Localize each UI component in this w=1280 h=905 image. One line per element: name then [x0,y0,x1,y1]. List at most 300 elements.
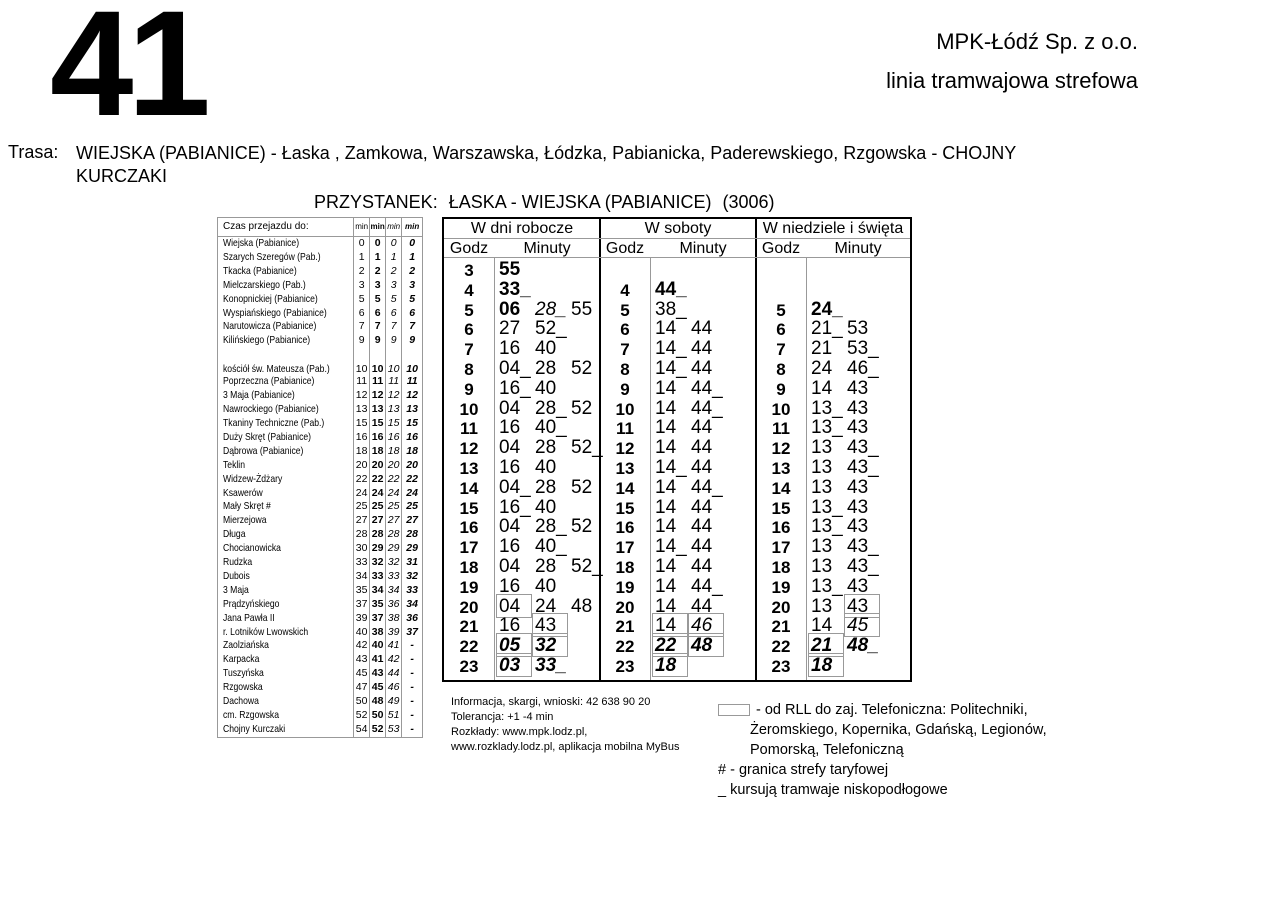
travel-row [218,307,423,321]
minutes-cell [499,398,607,420]
travel-time-cell: 5 [354,293,370,307]
travel-time-cell: 34 [386,584,402,598]
departure-minute: 14 [655,575,677,597]
travel-time-cell: 36 [406,611,418,624]
minutes-cell [811,378,883,400]
travel-time-cell: 32 [406,569,418,582]
day-type-header: W dni robocze [470,220,574,237]
travel-time-cell: 30 [354,542,370,556]
hour-cell: 13 [459,459,479,478]
hour-cell: 14 [771,478,791,498]
departure-minute-lowfloor: 14_ [655,358,687,379]
travel-time-cell: 10 [406,363,418,376]
departure-minute-lowfloor: 14_ [655,457,687,478]
travel-time-cell: 10 [354,348,370,375]
stop-name-cell: 3 Maja [218,584,354,598]
stop-name-cell: Dachowa [218,695,354,709]
departure-minute: 32 [535,635,571,657]
travel-time-cell: 3 [386,279,402,293]
travel-time-cell: 37 [354,598,370,612]
stop-name-cell: Konopnickiej (Pabianice) [218,293,354,307]
travel-time-cell: 5 [409,292,416,305]
travel-time-cell: 52 [370,723,386,737]
hour-cell: 23 [771,657,791,676]
departure-minute: 44 [691,496,713,518]
travel-time-table [217,217,423,738]
travel-time-cell: 16 [386,431,402,445]
stop-name-cell: Ksawerów [218,487,354,501]
departure-minute: 28 [535,476,557,498]
minutes-cell [811,318,883,340]
travel-time-cell: 12 [370,389,386,403]
departure-minute: 24 [535,595,557,617]
travel-row [218,417,423,431]
travel-time-cell: 5 [386,293,402,307]
legend-box-text-3: Pomorską, Telefoniczną [750,742,904,758]
travel-row [218,459,423,473]
departure-minute: 28 [535,556,557,577]
day-type-header: W soboty [644,220,712,237]
minutes-cell [499,259,535,281]
minutes-cell [655,536,727,558]
travel-time-cell: 24 [386,487,402,501]
travel-time-cell: 38 [370,626,386,640]
travel-time-cell: - [410,653,414,666]
travel-time-cell: 33 [386,570,402,584]
travel-time-cell: 48 [370,695,386,709]
travel-time-cell: 29 [386,542,402,556]
departure-minute: 14 [655,476,677,498]
departure-minute: 40 [535,575,557,597]
travel-time-cell: 1 [370,251,386,265]
travel-time-cell: 32 [370,556,386,570]
departure-minute-lowfloor: 13_ [811,575,843,597]
travel-time-cell: 51 [386,709,402,723]
departure-minute-lowfloor: 28_ [535,298,567,320]
travel-time-cell: 41 [370,653,386,667]
line-number: 41 [50,0,205,147]
info-block [451,695,679,755]
departure-minute: 14 [811,615,833,637]
departure-minute: 44 [691,595,713,617]
departure-minute-lowfloor: 43_ [847,457,879,478]
minutes-cell [811,477,883,499]
travel-time-cell: 39 [386,626,402,640]
travel-row [218,695,423,709]
travel-time-cell: 11 [370,375,386,389]
minutes-cell [811,417,883,439]
travel-time-cell: 44 [386,667,402,681]
departure-minute-lowfloor: 04_ [499,358,531,379]
hour-cell: 22 [771,637,791,657]
hour-cell: 5 [620,300,630,320]
travel-row [218,667,423,681]
hour-cell: 15 [615,498,635,518]
departure-minute-lowfloor: 43_ [847,536,879,558]
travel-time-cell: 9 [409,334,416,347]
stop-name-cell: Szarych Szeregów (Pab.) [218,251,354,265]
hour-cell: 16 [771,518,791,538]
minutes-cell [499,536,571,558]
travel-time-cell: 35 [370,598,386,612]
travel-time-cell: 2 [386,265,402,279]
minutes-cell [655,556,727,578]
departure-minute: 52 [571,397,593,419]
hour-cell: 18 [771,558,791,577]
travel-time-cell: 9 [370,334,386,348]
legend-box-text-2: Żeromskiego, Kopernika, Gdańską, Legionów, [750,722,1047,738]
travel-time-cell: 42 [386,653,402,667]
minutes-cell [655,318,727,340]
hour-divider [650,257,651,680]
legend-underscore: _ kursują tramwaje niskopodłogowe [718,782,948,798]
travel-time-cell: 27 [406,514,418,527]
minutes-cell [655,279,691,301]
travel-unit-label: min [354,218,370,237]
travel-header-row [218,218,423,237]
travel-time-cell: 24 [370,487,386,501]
departure-minute: 06 [499,298,521,320]
hour-cell: 11 [772,419,790,439]
travel-time-cell: 45 [354,667,370,681]
departure-minute-lowfloor: 04_ [499,476,531,498]
stop-name-cell: Wiejska (Pabianice) [218,237,354,251]
departure-minute: 45 [847,615,883,637]
departure-minute: 13 [811,556,833,577]
minutes-cell [655,457,727,479]
departure-minute: 44 [691,338,713,360]
stop-name-cell: Teklin [218,459,354,473]
departure-minute: 43 [847,596,883,618]
travel-time-cell: 38 [386,612,402,626]
info-apps: www.rozklady.lodz.pl, aplikacja mobilna MyBus [451,741,680,753]
stop-name-cell: 3 Maja (Pabianice) [218,389,354,403]
travel-row [218,334,423,348]
travel-time-cell: 1 [386,251,402,265]
departure-timetable [442,217,912,682]
departure-minute: 05 [499,635,535,657]
hour-cell: 22 [459,637,479,657]
day-type-header: W niedziele i święta [762,220,904,237]
departure-minute: 52 [571,476,593,498]
departure-minute: 28 [535,358,557,379]
travel-time-cell: 25 [370,500,386,514]
legend-box-text-1: - od RLL do zaj. Telefoniczna: Politechniki, [756,702,1028,718]
travel-time-cell: 28 [354,528,370,542]
stop-name-cell: Dubois [218,570,354,584]
hour-cell: 15 [771,498,791,518]
travel-time-cell: 9 [354,334,370,348]
hour-cell: 23 [459,657,479,676]
departure-minute: 43 [847,476,869,498]
departure-minute-lowfloor: 52_ [535,318,567,340]
travel-time-cell: 34 [406,597,418,610]
travel-time-cell: 16 [354,431,370,445]
travel-time-cell: 6 [370,307,386,321]
departure-minute-lowfloor: 13_ [811,496,843,518]
minutes-cell [499,457,571,479]
route-label: Trasa: [8,142,59,162]
departure-minute: 44 [691,437,713,459]
departure-minute: 16 [499,417,521,439]
departure-minute: 44 [691,318,713,340]
travel-time-cell: 18 [370,445,386,459]
departure-minute-lowfloor: 13_ [811,397,843,419]
departure-minute: 48 [571,595,593,617]
stop-name-cell: Kilińskiego (Pabianice) [218,334,354,348]
travel-time-cell: 50 [354,695,370,709]
departure-minute: 04 [499,437,521,459]
hour-cell: 4 [620,280,630,300]
stop-name-cell: Zaolziańska [218,639,354,653]
departure-minute-lowfloor: 44_ [691,575,723,597]
stop-name-cell: Chocianowicka [218,542,354,556]
stop-name-cell: Jana Pawła II [218,612,354,626]
travel-time-cell: - [410,639,414,652]
travel-time-cell: - [410,667,414,680]
travel-time-cell: 24 [354,487,370,501]
hour-column-header: Godz [605,240,645,257]
departure-minute: 14 [811,377,833,399]
minutes-cell [499,338,571,360]
minutes-cell [499,655,571,677]
departure-minute-lowfloor: 40_ [535,536,567,558]
hour-cell: 6 [620,320,630,340]
travel-row [218,626,423,640]
travel-row [218,237,423,251]
travel-time-cell: 33 [370,570,386,584]
travel-row [218,639,423,653]
travel-row [218,403,423,417]
departure-minute: 24 [811,358,833,379]
minutes-cell [811,338,883,360]
travel-time-cell: 29 [406,542,418,555]
departure-minute: 04 [499,516,521,538]
travel-time-cell: 3 [409,278,416,291]
stop-name-cell: cm. Rzgowska [218,709,354,723]
travel-row [218,487,423,501]
travel-time-cell: 16 [406,430,418,443]
travel-time-cell: 33 [354,556,370,570]
departure-minute: 14 [655,556,677,577]
travel-time-cell: 28 [386,528,402,542]
minutes-cell [499,516,607,538]
travel-time-cell: 32 [386,556,402,570]
info-contact: Informacja, skargi, wnioski: 42 638 90 20 [451,696,651,708]
travel-time-cell: 15 [354,417,370,431]
travel-time-cell: 33 [406,583,418,596]
travel-time-cell: - [410,709,414,721]
travel-time-cell: 16 [370,431,386,445]
travel-time-cell: 37 [406,625,418,638]
stop-name-cell: Tkacka (Pabianice) [218,265,354,279]
departure-minute: 14 [655,377,677,399]
minutes-cell [499,497,571,519]
travel-row [218,389,423,403]
departure-minute-lowfloor: 44_ [655,278,687,300]
travel-time-cell: 40 [370,639,386,653]
legend-box-entry [718,700,1047,720]
departure-minute: 48 [691,635,727,657]
travel-time-cell: 43 [354,653,370,667]
departure-minute: 52 [571,516,593,538]
travel-time-cell: 6 [409,306,416,319]
minutes-cell [499,299,607,321]
departure-minute-lowfloor: 53_ [847,338,879,360]
minutes-cell [811,358,883,380]
minutes-cell [655,576,727,598]
stop-name-cell: Widzew-Żdżary [218,473,354,487]
travel-time-cell: 49 [386,695,402,709]
departure-minute: 14 [655,397,677,419]
travel-time-cell: 47 [354,681,370,695]
stop-name-cell: Narutowicza (Pabianice) [218,320,354,334]
travel-row [218,723,423,737]
travel-time-cell: 25 [354,500,370,514]
minutes-cell [811,516,883,538]
minutes-cell [655,516,727,538]
travel-time-cell: 1 [354,251,370,265]
minutes-cell [655,338,727,360]
hour-divider [806,257,807,680]
departure-minute-lowfloor: 21_ [811,318,843,340]
travel-row [218,251,423,265]
stop-name-cell: Wyspiańskiego (Pabianice) [218,307,354,321]
minutes-cell [811,497,883,519]
stop-name-cell: Karpacka [218,653,354,667]
hour-cell: 8 [620,360,630,379]
minutes-cell [655,417,727,439]
travel-time-cell: 27 [354,514,370,528]
hour-cell: 4 [464,280,474,300]
minutes-cell [499,477,607,499]
travel-row [218,528,423,542]
travel-time-cell: 13 [370,403,386,417]
travel-time-cell: 27 [370,514,386,528]
departure-minute: 55 [571,298,593,320]
hour-cell: 13 [771,459,791,478]
travel-time-cell: 11 [386,375,402,389]
travel-time-cell: 18 [406,444,418,457]
travel-time-cell: 24 [406,486,418,499]
travel-time-cell: 46 [386,681,402,695]
hour-cell: 18 [459,558,479,577]
travel-row [218,265,423,279]
departure-minute-lowfloor: 44_ [691,397,723,419]
departure-minute-lowfloor: 13_ [811,417,843,439]
travel-time-cell: 25 [386,500,402,514]
stop-name-cell: Mierzejowa [218,514,354,528]
stop-name-cell: Mały Skręt # [218,500,354,514]
travel-row [218,320,423,334]
travel-row [218,681,423,695]
hour-cell: 14 [615,478,635,498]
travel-time-cell: 13 [354,403,370,417]
travel-time-cell: 22 [354,473,370,487]
legend-box-icon [718,704,750,716]
departure-minute-lowfloor: 14_ [655,338,687,360]
hour-cell: 12 [615,439,635,459]
departure-minute: 46 [691,615,727,637]
travel-row [218,514,423,528]
travel-time-cell: 15 [370,417,386,431]
departure-minute: 04 [499,596,535,618]
travel-row [218,473,423,487]
hour-cell: 15 [459,498,479,518]
legend [718,700,1047,800]
travel-time-cell: 53 [386,723,402,737]
hour-cell: 17 [615,538,635,558]
departure-minute: 27 [499,318,521,340]
departure-minute: 13 [811,595,833,617]
travel-time-cell: 9 [386,334,402,348]
departure-minute: 14 [655,318,677,340]
stop-title [314,192,781,213]
departure-minute: 21 [811,635,847,657]
departure-minute: 40 [535,338,557,360]
departure-minute: 16 [499,338,521,360]
travel-time-cell: 20 [354,459,370,473]
travel-time-cell: 20 [370,459,386,473]
travel-time-cell: 22 [370,473,386,487]
travel-time-cell: 43 [370,667,386,681]
departure-minute: 44 [691,457,713,478]
minutes-cell [655,477,727,499]
departure-minute: 03 [499,655,535,677]
minutes-cell [499,437,607,459]
departure-minute-lowfloor: 28_ [535,516,567,538]
departure-minute-lowfloor: 13_ [811,516,843,538]
departure-minute-lowfloor: 52_ [571,556,603,577]
departure-minute: 16 [499,575,521,597]
departure-minute: 40 [535,377,557,399]
departure-minute-lowfloor: 40_ [535,417,567,439]
travel-time-cell: 7 [409,320,416,333]
stop-name-cell: kościół św. Mateusza (Pab.) [218,348,354,375]
minutes-cell [499,318,571,340]
stop-name: ŁASKA - WIEJSKA (PABIANICE) [448,192,712,212]
travel-time-cell: 42 [354,639,370,653]
travel-time-cell: 5 [370,293,386,307]
hour-cell: 9 [620,379,630,399]
hour-cell: 10 [615,399,635,419]
departure-minute: 14 [655,417,677,439]
travel-time-cell: 15 [386,417,402,431]
travel-time-cell: 0 [354,237,370,251]
departure-minute: 14 [655,437,677,459]
hour-cell: 5 [464,300,474,320]
departure-minute: 14 [655,516,677,538]
travel-time-cell: 40 [354,626,370,640]
minutes-cell [655,437,727,459]
hour-cell: 9 [776,379,786,399]
minutes-cell [499,279,535,301]
hour-cell: 13 [615,459,635,478]
travel-row [218,653,423,667]
travel-time-cell: 20 [386,459,402,473]
minutes-cell [655,398,727,420]
departure-minute-lowfloor: 43_ [847,437,879,459]
stop-name-cell: Tkaniny Techniczne (Pab.) [218,417,354,431]
departure-minute: 43 [535,615,571,637]
minutes-cell [499,556,607,578]
departure-minute: 14 [655,615,691,637]
departure-minute: 13 [811,457,833,478]
departure-minute: 44 [691,556,713,577]
stop-name-cell: Długa [218,528,354,542]
travel-time-cell: 37 [370,612,386,626]
minutes-column-header: Minuty [679,240,727,257]
